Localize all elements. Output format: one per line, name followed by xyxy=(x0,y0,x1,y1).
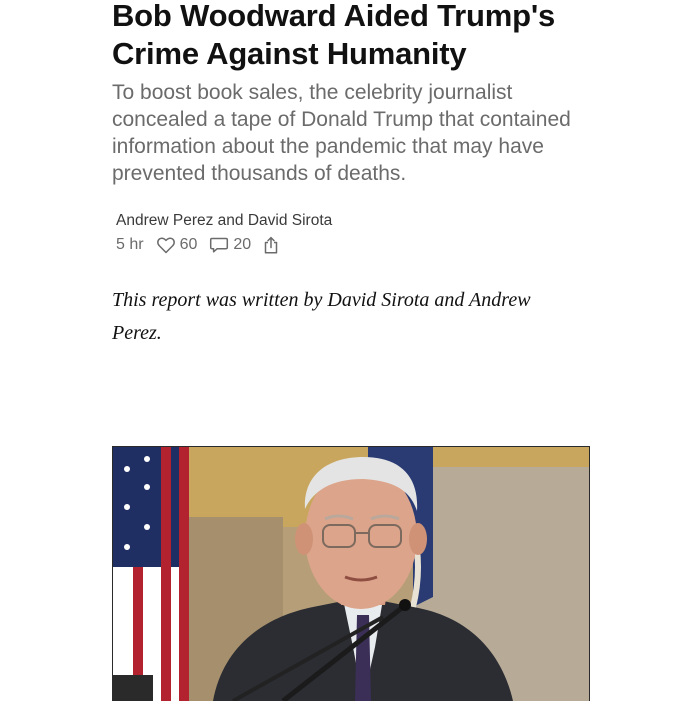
article xyxy=(112,0,592,350)
article-title[interactable]: Bob Woodward Aided Trump's Crime Against Humanity xyxy=(112,0,556,71)
author-names[interactable]: Andrew Perez and David Sirota xyxy=(116,212,333,229)
article-subtitle: To boost book sales, the celebrity journalist concealed a tape of Donald Trump that contained information about the pandemic that may have prevented thousands of deaths. xyxy=(112,81,571,185)
like-button[interactable] xyxy=(156,236,198,254)
time-ago: 5 hr xyxy=(116,236,144,253)
article-intro: This report was written by David Sirota and Andrew Perez. xyxy=(112,289,531,344)
byline xyxy=(112,211,592,256)
comment-count: 20 xyxy=(233,236,252,253)
share-button[interactable] xyxy=(263,236,279,255)
like-count: 60 xyxy=(179,236,198,253)
article-photo xyxy=(112,446,590,701)
comment-button[interactable] xyxy=(209,236,251,254)
post-meta xyxy=(116,234,592,256)
heart-icon xyxy=(156,236,176,254)
speech-bubble-icon xyxy=(209,236,229,254)
share-icon xyxy=(263,236,279,255)
timestamp xyxy=(116,236,144,254)
